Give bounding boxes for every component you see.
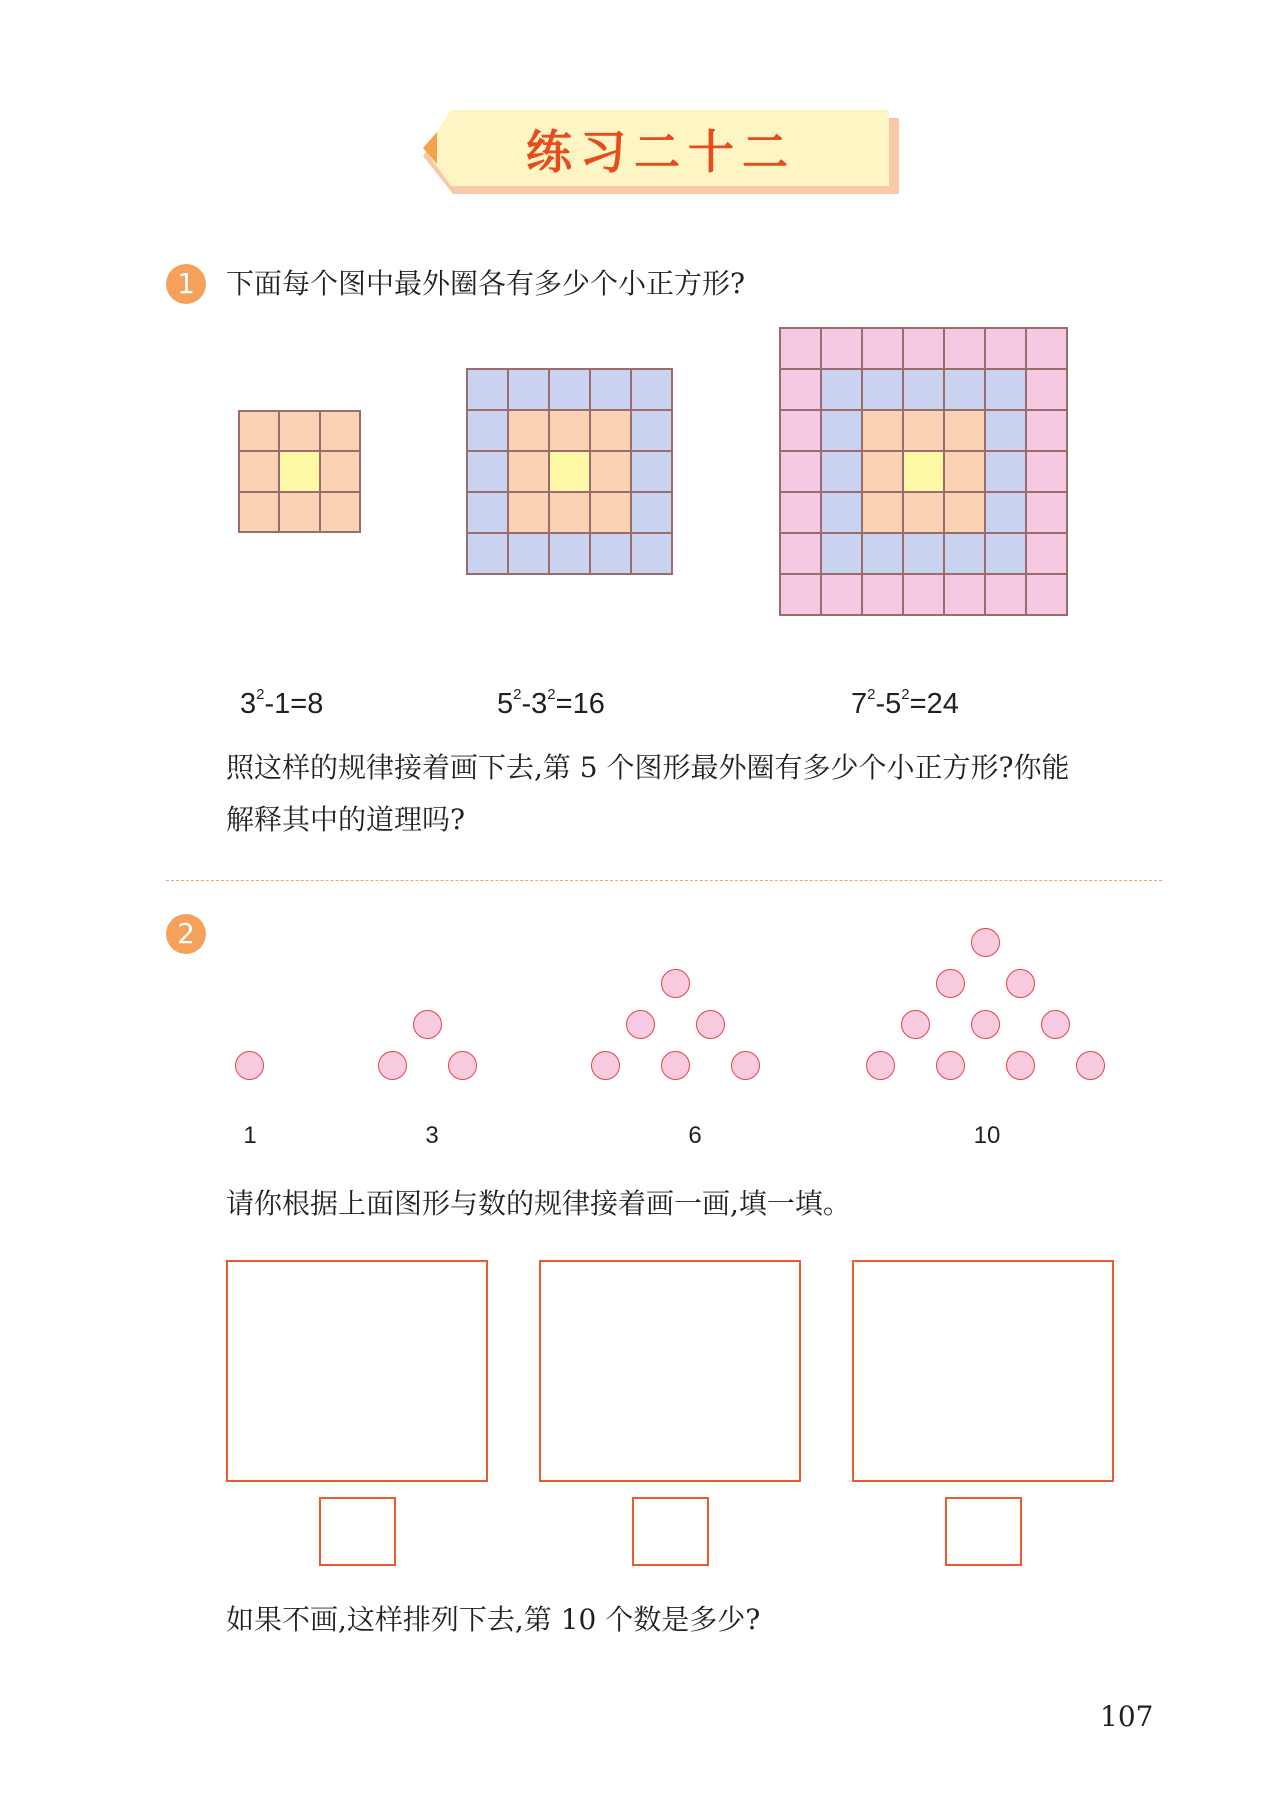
answer-box-1[interactable]	[319, 1497, 396, 1566]
equation-2-result: =16	[555, 688, 605, 720]
equation-1-op: -	[264, 688, 275, 720]
page-number: 107	[1100, 1700, 1154, 1733]
pattern-dot	[901, 1010, 930, 1039]
triangle-count-3: 6	[688, 1122, 702, 1149]
drawing-box-2[interactable]	[539, 1260, 801, 1482]
question-2-badge: 2	[166, 914, 206, 954]
pattern-dot	[591, 1051, 620, 1080]
equation-2-base-b: 3	[531, 688, 548, 720]
pattern-dot	[936, 1051, 965, 1080]
pattern-dot	[378, 1051, 407, 1080]
equation-3-exp-a: 2	[867, 686, 876, 703]
question-1-followup-line-2: 解释其中的道理吗?	[226, 803, 466, 836]
question-1-followup-line-1: 照这样的规律接着画下去,第 5 个图形最外圈有多少个小正方形?你能	[226, 751, 1070, 784]
equation-1-base-a: 3	[240, 688, 257, 720]
drawing-box-1[interactable]	[226, 1260, 488, 1482]
pattern-dot	[1006, 969, 1035, 998]
pattern-dot	[936, 969, 965, 998]
pattern-dot	[626, 1010, 655, 1039]
pattern-dot	[1041, 1010, 1070, 1039]
pattern-dot	[1076, 1051, 1105, 1080]
pattern-dot	[1006, 1051, 1035, 1080]
question-2-followup: 如果不画,这样排列下去,第 10 个数是多少?	[226, 1603, 761, 1636]
equation-1-result: =8	[290, 688, 324, 720]
answer-box-2[interactable]	[632, 1497, 709, 1566]
triangle-count-4: 10	[973, 1122, 1001, 1149]
equation-3-base-a: 7	[851, 688, 868, 720]
pattern-dot	[971, 1010, 1000, 1039]
pattern-dot	[731, 1051, 760, 1080]
pattern-dot	[661, 1051, 690, 1080]
triangle-count-1: 1	[243, 1122, 257, 1149]
pattern-dot	[971, 928, 1000, 957]
equation-2-exp-b: 2	[547, 686, 556, 703]
pattern-dot	[866, 1051, 895, 1080]
equation-3-exp-b: 2	[901, 686, 910, 703]
equation-3-result: =24	[909, 688, 959, 720]
pattern-dot	[413, 1010, 442, 1039]
page-title: 练习二十二	[526, 125, 796, 179]
answer-box-3[interactable]	[945, 1497, 1022, 1566]
question-1-prompt: 下面每个图中最外圈各有多少个小正方形?	[226, 267, 746, 300]
drawing-box-3[interactable]	[852, 1260, 1114, 1482]
question-2-instruction: 请你根据上面图形与数的规律接着画一画,填一填。	[226, 1187, 851, 1220]
pattern-dot	[696, 1010, 725, 1039]
equation-3-base-b: 5	[885, 688, 902, 720]
equation-2-base-a: 5	[497, 688, 514, 720]
equation-3-op: -	[875, 688, 886, 720]
triangle-count-2: 3	[425, 1122, 439, 1149]
question-1-badge: 1	[166, 264, 206, 304]
pattern-dot	[661, 969, 690, 998]
equation-2-op: -	[521, 688, 532, 720]
pattern-dot	[448, 1051, 477, 1080]
equation-2-exp-a: 2	[513, 686, 522, 703]
pattern-dot	[235, 1051, 264, 1080]
equation-1-base-b: 1	[274, 688, 291, 720]
equation-1-exp-a: 2	[256, 686, 265, 703]
